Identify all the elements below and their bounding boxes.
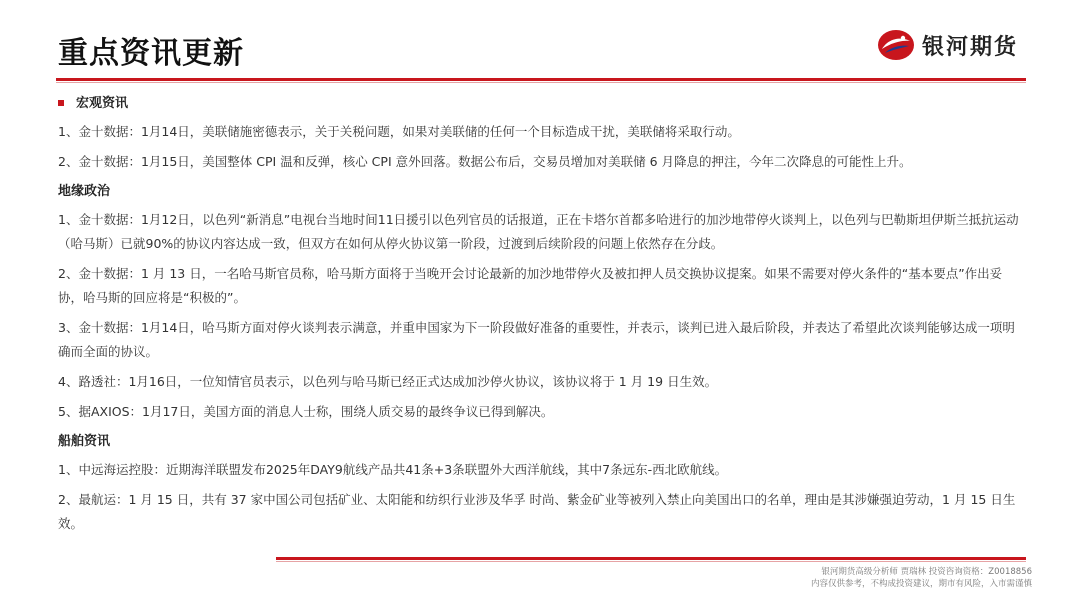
section-title: 船舶资讯 xyxy=(58,434,111,449)
section-title: 地缘政治 xyxy=(58,184,111,199)
news-item: 1、金十数据：1月14日，美联储施密德表示，关于关税问题，如果对美联储的任何一个目标造成干扰，美联储将采取行动。 xyxy=(58,124,740,139)
section-heading-shipping xyxy=(58,430,1026,454)
news-item: 3、金十数据：1月14日，哈马斯方面对停火谈判表示满意，并重申国家为下一阶段做好准备的重要性，并表示，谈判已进入最后阶段，并表达了希望此次谈判能够达成一项明确而全面的协议。 xyxy=(58,320,1015,359)
news-content xyxy=(58,90,1026,542)
header-divider-thin xyxy=(56,82,1026,83)
square-bullet-icon xyxy=(58,100,64,106)
section-heading-macro xyxy=(58,92,1026,116)
section-title: 宏观资讯 xyxy=(76,96,129,111)
news-item: 4、路透社：1月16日，一位知情官员表示，以色列与哈马斯已经正式达成加沙停火协议，该协议将于 1 月 19 日生效。 xyxy=(58,374,718,389)
news-item: 5、据AXIOS：1月17日，美国方面的消息人士称，围绕人质交易的最终争议已得到解决。 xyxy=(58,404,554,419)
news-item: 2、金十数据：1月15日，美国整体 CPI 温和反弹，核心 CPI 意外回落。数据公布后，交易员增加对美联储 6 月降息的押注，今年二次降息的可能性上升。 xyxy=(58,154,912,169)
news-item: 1、金十数据：1月12日，以色列“新消息”电视台当地时间11日援引以色列官员的话报道，正在卡塔尔首都多哈进行的加沙地带停火谈判上，以色列与巴勒斯坦伊斯兰抵抗运动（哈马斯）已就90%的协议内容达成一致，但双方在如何从停火协议第一阶段，过渡到后续阶段的问题上依然存在分歧。 xyxy=(58,212,1019,251)
footer-divider xyxy=(276,557,1026,560)
footer-divider-thin xyxy=(276,561,1026,562)
logo xyxy=(876,28,1018,62)
risk-disclaimer: 内容仅供参考，不构成投资建议，期市有风险，入市需谨慎 xyxy=(810,579,1032,589)
section-heading-geopolitics xyxy=(58,180,1026,204)
header-divider xyxy=(56,78,1026,81)
page-title: 重点资讯更新 xyxy=(58,36,244,71)
galaxy-logo-icon xyxy=(876,28,916,62)
news-item: 2、金十数据：1 月 13 日，一名哈马斯官员称，哈马斯方面将于当晚开会讨论最新的加沙地带停火及被扣押人员交换协议提案。如果不需要对停火条件的“基本要点”作出妥协，哈马斯的回应将是“积极的”。 xyxy=(58,266,1003,305)
news-item: 1、中远海运控股：近期海洋联盟发布2025年DAY9航线产品共41条+3条联盟外大西洋航线，其中7条远东-西北欧航线。 xyxy=(58,462,728,477)
footer-disclaimer xyxy=(811,566,1032,590)
analyst-credential: 银河期货高级分析师 贾瑞林 投资咨询资格：Z0018856 xyxy=(821,567,1032,577)
logo-text: 银河期货 xyxy=(922,34,1019,60)
news-item: 2、最航运：1 月 15 日，共有 37 家中国公司包括矿业、太阳能和纺织行业涉及华孚 时尚、紫金矿业等被列入禁止向美国出口的名单，理由是其涉嫌强迫劳动，1 月 15 日生 效。 xyxy=(58,492,1016,531)
